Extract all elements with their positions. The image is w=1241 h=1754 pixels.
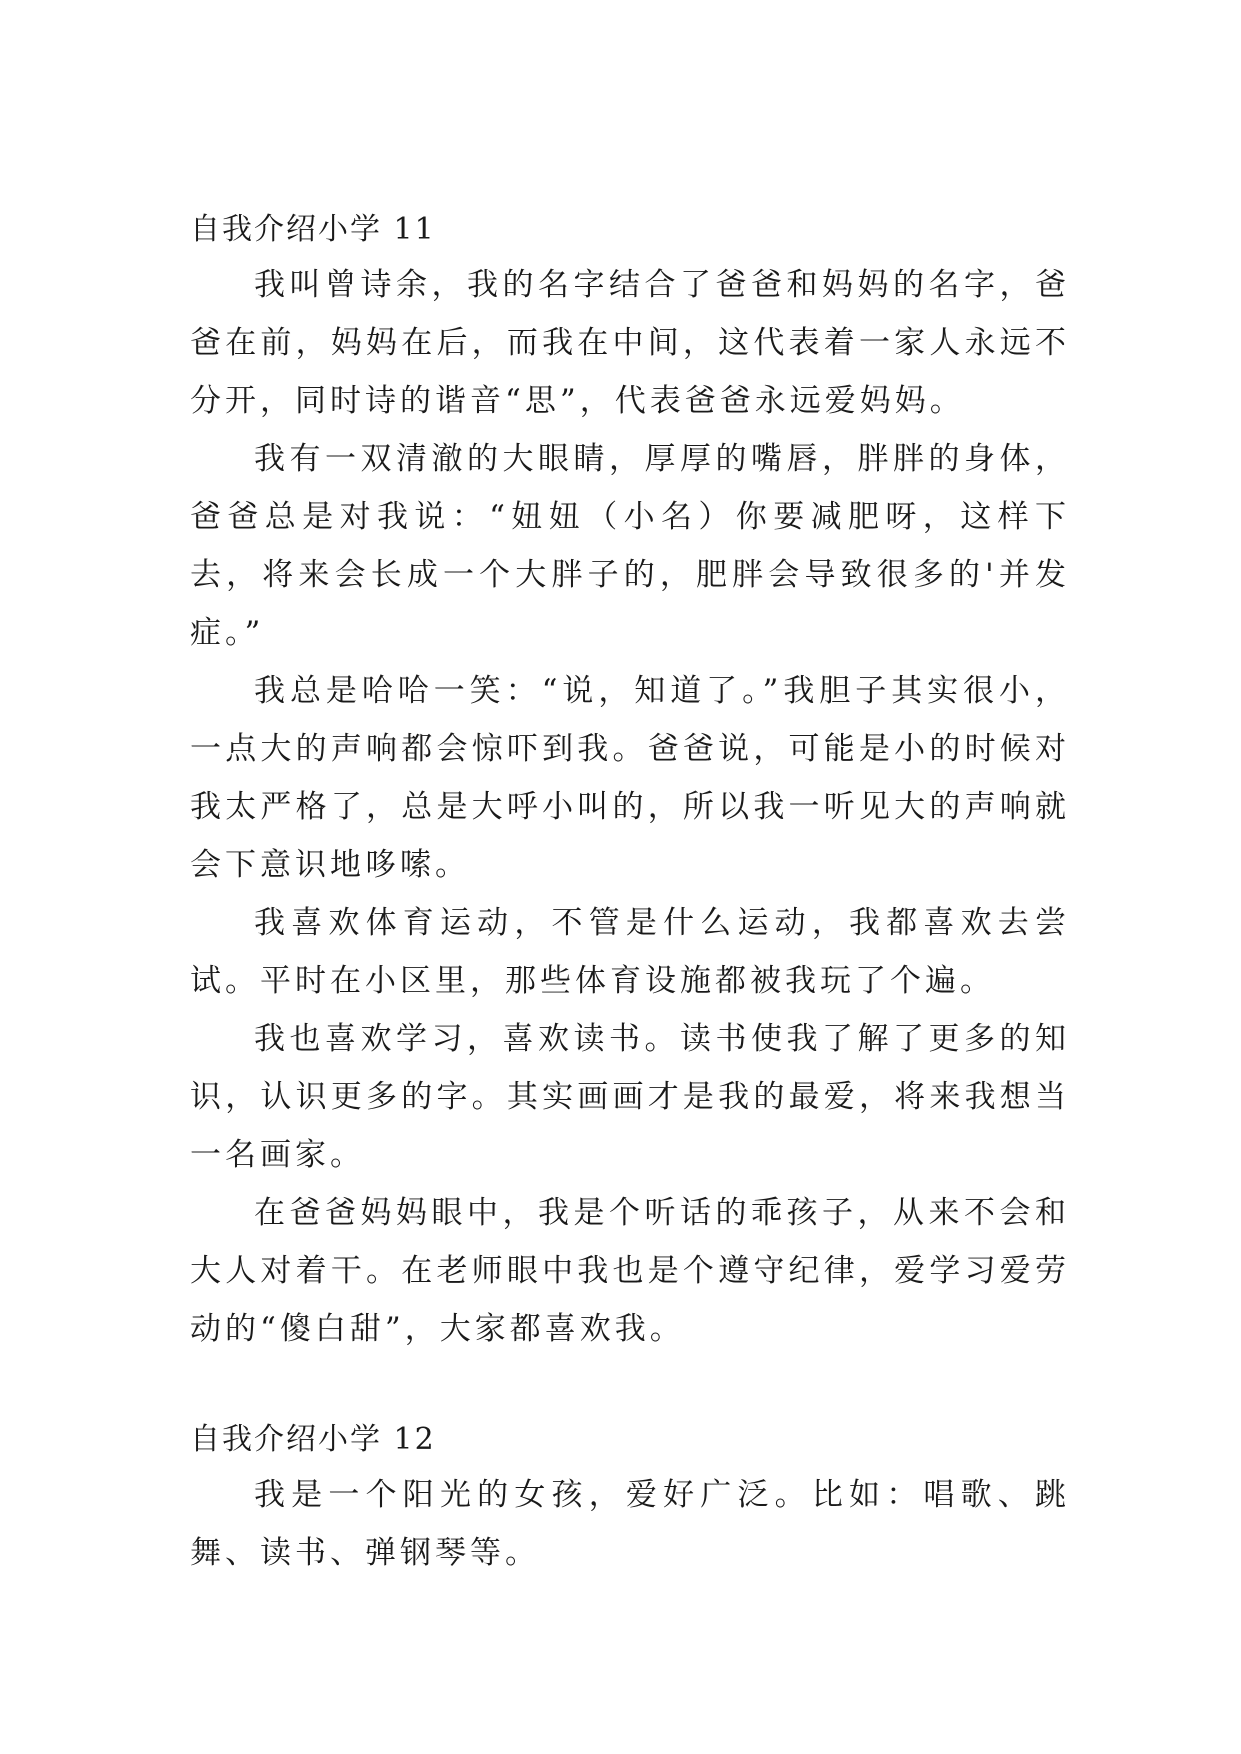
paragraph: 在爸爸妈妈眼中，我是个听话的乖孩子，从来不会和大人对着干。在老师眼中我也是个遵守纪律，爱学习爱劳动的“傻白甜”，大家都喜欢我。 [190,1195,1070,1347]
paragraph: 我喜欢体育运动，不管是什么运动，我都喜欢去尝试。平时在小区里，那些体育设施都被我玩了个遍。 [190,905,1070,999]
section-12 [190,1420,1070,1582]
paragraph: 我总是哈哈一笑：“说，知道了。”我胆子其实很小，一点大的声响都会惊吓到我。爸爸说，可能是小的时候对我太严格了，总是大呼小叫的，所以我一听见大的声响就会下意识地哆嗦。 [190,673,1070,883]
paragraph: 我有一双清澈的大眼睛，厚厚的嘴唇，胖胖的身体，爸爸总是对我说：“妞妞（小名）你要减肥呀，这样下去，将来会长成一个大胖子的，肥胖会导致很多的'并发症。” [190,441,1070,651]
document-page [190,210,1070,1582]
paragraph: 我叫曾诗余，我的名字结合了爸爸和妈妈的名字，爸爸在前，妈妈在后，而我在中间，这代表着一家人永远不分开，同时诗的谐音“思”，代表爸爸永远爱妈妈。 [190,267,1070,419]
paragraph: 我也喜欢学习，喜欢读书。读书使我了解了更多的知识，认识更多的字。其实画画才是我的最爱，将来我想当一名画家。 [190,1021,1070,1173]
section-title: 自我介绍小学 11 [190,212,436,247]
section-title: 自我介绍小学 12 [190,1422,436,1457]
paragraph: 我是一个阳光的女孩，爱好广泛。比如：唱歌、跳舞、读书、弹钢琴等。 [190,1477,1070,1571]
section-11 [190,210,1070,1358]
